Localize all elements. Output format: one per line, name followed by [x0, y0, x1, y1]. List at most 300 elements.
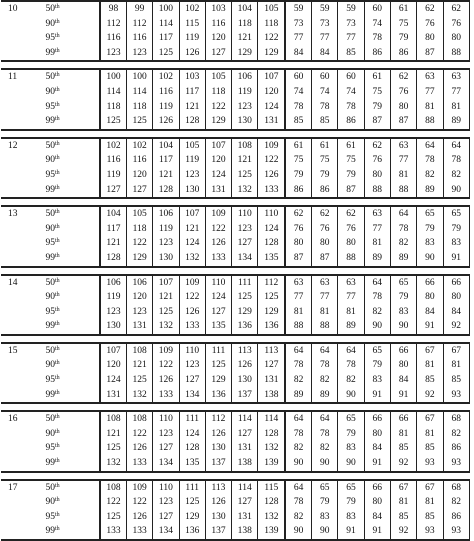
percentile-suffix: th: [54, 321, 60, 328]
percentile-suffix: th: [54, 184, 60, 191]
spacer-cell: [258, 267, 285, 275]
diastolic-value-cell: 75: [390, 17, 416, 32]
systolic-value-cell: 120: [205, 153, 231, 168]
diastolic-value-cell: 87: [338, 183, 364, 199]
blood-pressure-percentile-table: [1, 0, 470, 541]
group-spacer: [1, 472, 470, 480]
diastolic-value-cell: 93: [417, 456, 443, 472]
age-cell: [1, 510, 41, 525]
systolic-value-cell: 109: [179, 275, 205, 291]
systolic-value-cell: 131: [232, 510, 258, 525]
systolic-value-cell: 122: [258, 31, 285, 46]
table-row: [1, 411, 470, 427]
diastolic-value-cell: 88: [312, 319, 338, 335]
systolic-value-cell: 123: [100, 46, 126, 62]
spacer-cell: [285, 130, 311, 138]
diastolic-value-cell: 76: [417, 17, 443, 32]
diastolic-value-cell: 90: [364, 319, 390, 335]
systolic-value-cell: 139: [258, 524, 285, 540]
spacer-cell: [205, 403, 231, 411]
systolic-value-cell: 137: [205, 524, 231, 540]
systolic-value-cell: 103: [205, 1, 231, 17]
table-row: [1, 510, 470, 525]
systolic-value-cell: 121: [179, 100, 205, 115]
diastolic-value-cell: 75: [338, 153, 364, 168]
percentile-cell: [41, 153, 100, 168]
diastolic-value-cell: 85: [417, 373, 443, 388]
diastolic-value-cell: 93: [443, 388, 469, 404]
diastolic-value-cell: 86: [364, 46, 390, 62]
diastolic-value-cell: 83: [443, 236, 469, 251]
diastolic-value-cell: 80: [417, 290, 443, 305]
spacer-cell: [205, 267, 231, 275]
diastolic-value-cell: 74: [285, 85, 311, 100]
diastolic-value-cell: 65: [443, 206, 469, 222]
group-spacer: [1, 267, 470, 275]
spacer-cell: [100, 472, 126, 480]
spacer-cell: [285, 403, 311, 411]
systolic-value-cell: 125: [100, 114, 126, 130]
systolic-value-cell: 122: [179, 290, 205, 305]
systolic-value-cell: 115: [258, 480, 285, 496]
diastolic-value-cell: 82: [338, 373, 364, 388]
systolic-value-cell: 121: [153, 168, 179, 183]
systolic-value-cell: 114: [100, 85, 126, 100]
systolic-value-cell: 129: [232, 305, 258, 320]
systolic-value-cell: 129: [126, 251, 152, 267]
spacer-cell: [1, 335, 41, 343]
systolic-value-cell: 120: [126, 168, 152, 183]
diastolic-value-cell: 90: [338, 388, 364, 404]
group-spacer: [1, 198, 470, 206]
systolic-value-cell: 133: [126, 456, 152, 472]
systolic-value-cell: 123: [126, 305, 152, 320]
spacer-cell: [443, 130, 469, 138]
diastolic-value-cell: 76: [390, 85, 416, 100]
percentile-value: 99: [45, 252, 55, 263]
spacer-cell: [153, 335, 179, 343]
table-row: [1, 373, 470, 388]
percentile-suffix: th: [54, 116, 60, 123]
age-cell: [1, 358, 41, 373]
diastolic-value-cell: 90: [443, 183, 469, 199]
systolic-value-cell: 99: [126, 1, 152, 17]
systolic-value-cell: 126: [126, 510, 152, 525]
spacer-cell: [179, 472, 205, 480]
diastolic-value-cell: 78: [443, 153, 469, 168]
table-row: [1, 31, 470, 46]
systolic-value-cell: 127: [153, 510, 179, 525]
diastolic-value-cell: 83: [338, 441, 364, 456]
percentile-cell: [41, 524, 100, 540]
percentile-suffix: th: [54, 428, 60, 435]
diastolic-value-cell: 87: [285, 251, 311, 267]
systolic-value-cell: 110: [258, 206, 285, 222]
diastolic-value-cell: 78: [285, 100, 311, 115]
percentile-suffix: th: [54, 306, 60, 313]
diastolic-value-cell: 63: [443, 69, 469, 85]
percentile-suffix: th: [54, 389, 60, 396]
spacer-cell: [232, 61, 258, 69]
systolic-value-cell: 116: [126, 31, 152, 46]
spacer-cell: [100, 198, 126, 206]
spacer-cell: [390, 61, 416, 69]
spacer-cell: [1, 403, 41, 411]
spacer-cell: [232, 130, 258, 138]
systolic-value-cell: 132: [232, 183, 258, 199]
diastolic-value-cell: 89: [312, 388, 338, 404]
diastolic-value-cell: 90: [390, 319, 416, 335]
systolic-value-cell: 136: [232, 319, 258, 335]
diastolic-value-cell: 79: [338, 427, 364, 442]
percentile-value: 90: [45, 428, 55, 439]
diastolic-value-cell: 78: [285, 495, 311, 510]
diastolic-value-cell: 61: [364, 69, 390, 85]
diastolic-value-cell: 76: [364, 153, 390, 168]
percentile-cell: [41, 222, 100, 237]
diastolic-value-cell: 67: [417, 411, 443, 427]
diastolic-value-cell: 66: [390, 343, 416, 359]
spacer-cell: [41, 403, 100, 411]
diastolic-value-cell: 76: [312, 222, 338, 237]
diastolic-value-cell: 78: [312, 427, 338, 442]
systolic-value-cell: 138: [232, 524, 258, 540]
systolic-value-cell: 106: [126, 275, 152, 291]
percentile-suffix: th: [54, 155, 60, 162]
systolic-value-cell: 118: [258, 17, 285, 32]
diastolic-value-cell: 60: [285, 69, 311, 85]
table-row: [1, 168, 470, 183]
spacer-cell: [312, 472, 338, 480]
diastolic-value-cell: 75: [285, 153, 311, 168]
systolic-value-cell: 113: [258, 343, 285, 359]
systolic-value-cell: 131: [100, 388, 126, 404]
systolic-value-cell: 109: [258, 138, 285, 154]
diastolic-value-cell: 64: [364, 275, 390, 291]
age-cell: [1, 388, 41, 404]
age-cell: [1, 85, 41, 100]
spacer-cell: [338, 61, 364, 69]
age-cell: [1, 373, 41, 388]
diastolic-value-cell: 90: [338, 456, 364, 472]
systolic-value-cell: 119: [100, 168, 126, 183]
percentile-cell: [41, 305, 100, 320]
systolic-value-cell: 122: [126, 427, 152, 442]
diastolic-value-cell: 77: [285, 290, 311, 305]
systolic-value-cell: 125: [126, 114, 152, 130]
percentile-cell: [41, 388, 100, 404]
diastolic-value-cell: 86: [285, 183, 311, 199]
diastolic-value-cell: 84: [443, 305, 469, 320]
diastolic-value-cell: 85: [338, 46, 364, 62]
percentile-suffix: th: [54, 47, 60, 54]
systolic-value-cell: 104: [100, 206, 126, 222]
systolic-value-cell: 129: [258, 46, 285, 62]
spacer-cell: [1, 130, 41, 138]
percentile-cell: [41, 183, 100, 199]
systolic-value-cell: 132: [153, 319, 179, 335]
diastolic-value-cell: 64: [285, 411, 311, 427]
diastolic-value-cell: 65: [312, 480, 338, 496]
diastolic-value-cell: 78: [338, 100, 364, 115]
diastolic-value-cell: 78: [312, 358, 338, 373]
diastolic-value-cell: 92: [417, 388, 443, 404]
percentile-value: 99: [45, 184, 55, 195]
diastolic-value-cell: 78: [285, 427, 311, 442]
systolic-value-cell: 132: [100, 456, 126, 472]
diastolic-value-cell: 74: [364, 17, 390, 32]
diastolic-value-cell: 89: [443, 114, 469, 130]
diastolic-value-cell: 79: [312, 495, 338, 510]
systolic-value-cell: 117: [100, 222, 126, 237]
systolic-value-cell: 122: [126, 495, 152, 510]
systolic-value-cell: 106: [232, 69, 258, 85]
systolic-value-cell: 110: [205, 275, 231, 291]
spacer-cell: [126, 335, 152, 343]
diastolic-value-cell: 65: [417, 206, 443, 222]
diastolic-value-cell: 79: [338, 495, 364, 510]
table-row: [1, 441, 470, 456]
systolic-value-cell: 104: [232, 1, 258, 17]
systolic-value-cell: 116: [100, 153, 126, 168]
spacer-cell: [1, 472, 41, 480]
systolic-value-cell: 126: [179, 46, 205, 62]
diastolic-value-cell: 79: [364, 358, 390, 373]
diastolic-value-cell: 63: [417, 69, 443, 85]
percentile-suffix: th: [54, 72, 60, 79]
percentile-cell: [41, 358, 100, 373]
systolic-value-cell: 125: [258, 290, 285, 305]
percentile-cell: [41, 251, 100, 267]
systolic-value-cell: 124: [179, 236, 205, 251]
table-row: [1, 358, 470, 373]
systolic-value-cell: 120: [100, 358, 126, 373]
systolic-value-cell: 123: [153, 236, 179, 251]
spacer-cell: [153, 403, 179, 411]
diastolic-value-cell: 84: [364, 510, 390, 525]
group-spacer: [1, 403, 470, 411]
diastolic-value-cell: 81: [285, 305, 311, 320]
systolic-value-cell: 129: [205, 373, 231, 388]
systolic-value-cell: 117: [179, 85, 205, 100]
diastolic-value-cell: 85: [443, 373, 469, 388]
spacer-cell: [205, 61, 231, 69]
percentile-value: 95: [45, 443, 55, 454]
percentile-suffix: th: [54, 526, 60, 533]
systolic-value-cell: 121: [126, 358, 152, 373]
spacer-cell: [285, 335, 311, 343]
spacer-cell: [390, 335, 416, 343]
percentile-value: 99: [45, 526, 55, 537]
diastolic-value-cell: 81: [443, 358, 469, 373]
systolic-value-cell: 114: [258, 411, 285, 427]
systolic-value-cell: 127: [258, 358, 285, 373]
diastolic-value-cell: 81: [312, 305, 338, 320]
systolic-value-cell: 120: [126, 290, 152, 305]
diastolic-value-cell: 87: [390, 114, 416, 130]
diastolic-value-cell: 60: [338, 69, 364, 85]
table-row: [1, 206, 470, 222]
systolic-value-cell: 108: [126, 343, 152, 359]
spacer-cell: [126, 198, 152, 206]
age-cell: 16: [1, 411, 41, 427]
percentile-suffix: th: [54, 33, 60, 40]
age-cell: 11: [1, 69, 41, 85]
diastolic-value-cell: 86: [312, 183, 338, 199]
spacer-cell: [338, 267, 364, 275]
diastolic-value-cell: 67: [417, 480, 443, 496]
diastolic-value-cell: 63: [364, 206, 390, 222]
age-cell: [1, 183, 41, 199]
table-row: [1, 275, 470, 291]
diastolic-value-cell: 77: [312, 290, 338, 305]
table-row: [1, 114, 470, 130]
table-row: [1, 305, 470, 320]
diastolic-value-cell: 89: [417, 183, 443, 199]
spacer-cell: [443, 198, 469, 206]
systolic-value-cell: 98: [100, 1, 126, 17]
diastolic-value-cell: 77: [417, 85, 443, 100]
diastolic-value-cell: 64: [443, 138, 469, 154]
diastolic-value-cell: 61: [285, 138, 311, 154]
percentile-cell: [41, 100, 100, 115]
systolic-value-cell: 108: [100, 480, 126, 496]
table-row: [1, 236, 470, 251]
systolic-value-cell: 127: [100, 183, 126, 199]
diastolic-value-cell: 87: [417, 46, 443, 62]
diastolic-value-cell: 82: [312, 441, 338, 456]
diastolic-value-cell: 88: [443, 46, 469, 62]
systolic-value-cell: 110: [153, 411, 179, 427]
diastolic-value-cell: 63: [312, 275, 338, 291]
diastolic-value-cell: 81: [417, 100, 443, 115]
age-cell: [1, 524, 41, 540]
systolic-value-cell: 118: [126, 100, 152, 115]
percentile-cell: [41, 1, 100, 17]
diastolic-value-cell: 90: [417, 251, 443, 267]
diastolic-value-cell: 81: [443, 100, 469, 115]
diastolic-value-cell: 89: [364, 251, 390, 267]
diastolic-value-cell: 85: [390, 441, 416, 456]
systolic-value-cell: 127: [205, 305, 231, 320]
table-row: [1, 100, 470, 115]
diastolic-value-cell: 88: [417, 114, 443, 130]
systolic-value-cell: 129: [205, 114, 231, 130]
diastolic-value-cell: 65: [364, 343, 390, 359]
diastolic-value-cell: 78: [417, 153, 443, 168]
spacer-cell: [1, 198, 41, 206]
diastolic-value-cell: 66: [364, 411, 390, 427]
systolic-value-cell: 127: [232, 236, 258, 251]
table-row: [1, 1, 470, 17]
systolic-value-cell: 124: [179, 427, 205, 442]
diastolic-value-cell: 80: [364, 427, 390, 442]
diastolic-value-cell: 63: [338, 275, 364, 291]
systolic-value-cell: 135: [205, 319, 231, 335]
diastolic-value-cell: 91: [338, 524, 364, 540]
systolic-value-cell: 136: [179, 524, 205, 540]
systolic-value-cell: 133: [153, 388, 179, 404]
diastolic-value-cell: 77: [312, 31, 338, 46]
spacer-cell: [1, 267, 41, 275]
age-cell: 13: [1, 206, 41, 222]
percentile-value: 95: [45, 375, 55, 386]
systolic-value-cell: 138: [258, 388, 285, 404]
spacer-cell: [338, 130, 364, 138]
spacer-cell: [205, 198, 231, 206]
spacer-cell: [153, 61, 179, 69]
diastolic-value-cell: 62: [417, 1, 443, 17]
diastolic-value-cell: 90: [285, 524, 311, 540]
systolic-value-cell: 109: [153, 343, 179, 359]
systolic-value-cell: 114: [126, 85, 152, 100]
age-cell: [1, 17, 41, 32]
diastolic-value-cell: 86: [338, 114, 364, 130]
systolic-value-cell: 125: [153, 46, 179, 62]
spacer-cell: [443, 403, 469, 411]
group-spacer: [1, 130, 470, 138]
spacer-cell: [41, 472, 100, 480]
spacer-cell: [126, 130, 152, 138]
age-cell: [1, 168, 41, 183]
systolic-value-cell: 125: [205, 358, 231, 373]
systolic-value-cell: 125: [126, 373, 152, 388]
diastolic-value-cell: 82: [417, 168, 443, 183]
systolic-value-cell: 122: [205, 100, 231, 115]
spacer-cell: [258, 335, 285, 343]
table-row: [1, 17, 470, 32]
spacer-cell: [179, 335, 205, 343]
systolic-value-cell: 109: [126, 480, 152, 496]
table-row: [1, 183, 470, 199]
percentile-suffix: th: [54, 482, 60, 489]
spacer-cell: [41, 198, 100, 206]
spacer-cell: [390, 130, 416, 138]
systolic-value-cell: 106: [153, 206, 179, 222]
diastolic-value-cell: 79: [285, 168, 311, 183]
spacer-cell: [100, 267, 126, 275]
systolic-value-cell: 133: [179, 319, 205, 335]
systolic-value-cell: 107: [205, 138, 231, 154]
spacer-cell: [41, 335, 100, 343]
systolic-value-cell: 105: [205, 69, 231, 85]
systolic-value-cell: 116: [205, 17, 231, 32]
spacer-cell: [364, 61, 390, 69]
systolic-value-cell: 115: [179, 17, 205, 32]
systolic-value-cell: 100: [100, 69, 126, 85]
diastolic-value-cell: 60: [364, 1, 390, 17]
systolic-value-cell: 137: [232, 388, 258, 404]
systolic-value-cell: 124: [205, 168, 231, 183]
spacer-cell: [285, 472, 311, 480]
diastolic-value-cell: 90: [312, 456, 338, 472]
systolic-value-cell: 109: [205, 206, 231, 222]
spacer-cell: [258, 61, 285, 69]
systolic-value-cell: 112: [205, 411, 231, 427]
systolic-value-cell: 117: [153, 153, 179, 168]
diastolic-value-cell: 62: [390, 69, 416, 85]
spacer-cell: [179, 198, 205, 206]
systolic-value-cell: 112: [100, 17, 126, 32]
age-cell: [1, 31, 41, 46]
table-row: [1, 456, 470, 472]
systolic-value-cell: 105: [258, 1, 285, 17]
diastolic-value-cell: 77: [443, 85, 469, 100]
diastolic-value-cell: 67: [443, 343, 469, 359]
table-row: [1, 46, 470, 62]
systolic-value-cell: 134: [153, 524, 179, 540]
systolic-value-cell: 121: [179, 222, 205, 237]
